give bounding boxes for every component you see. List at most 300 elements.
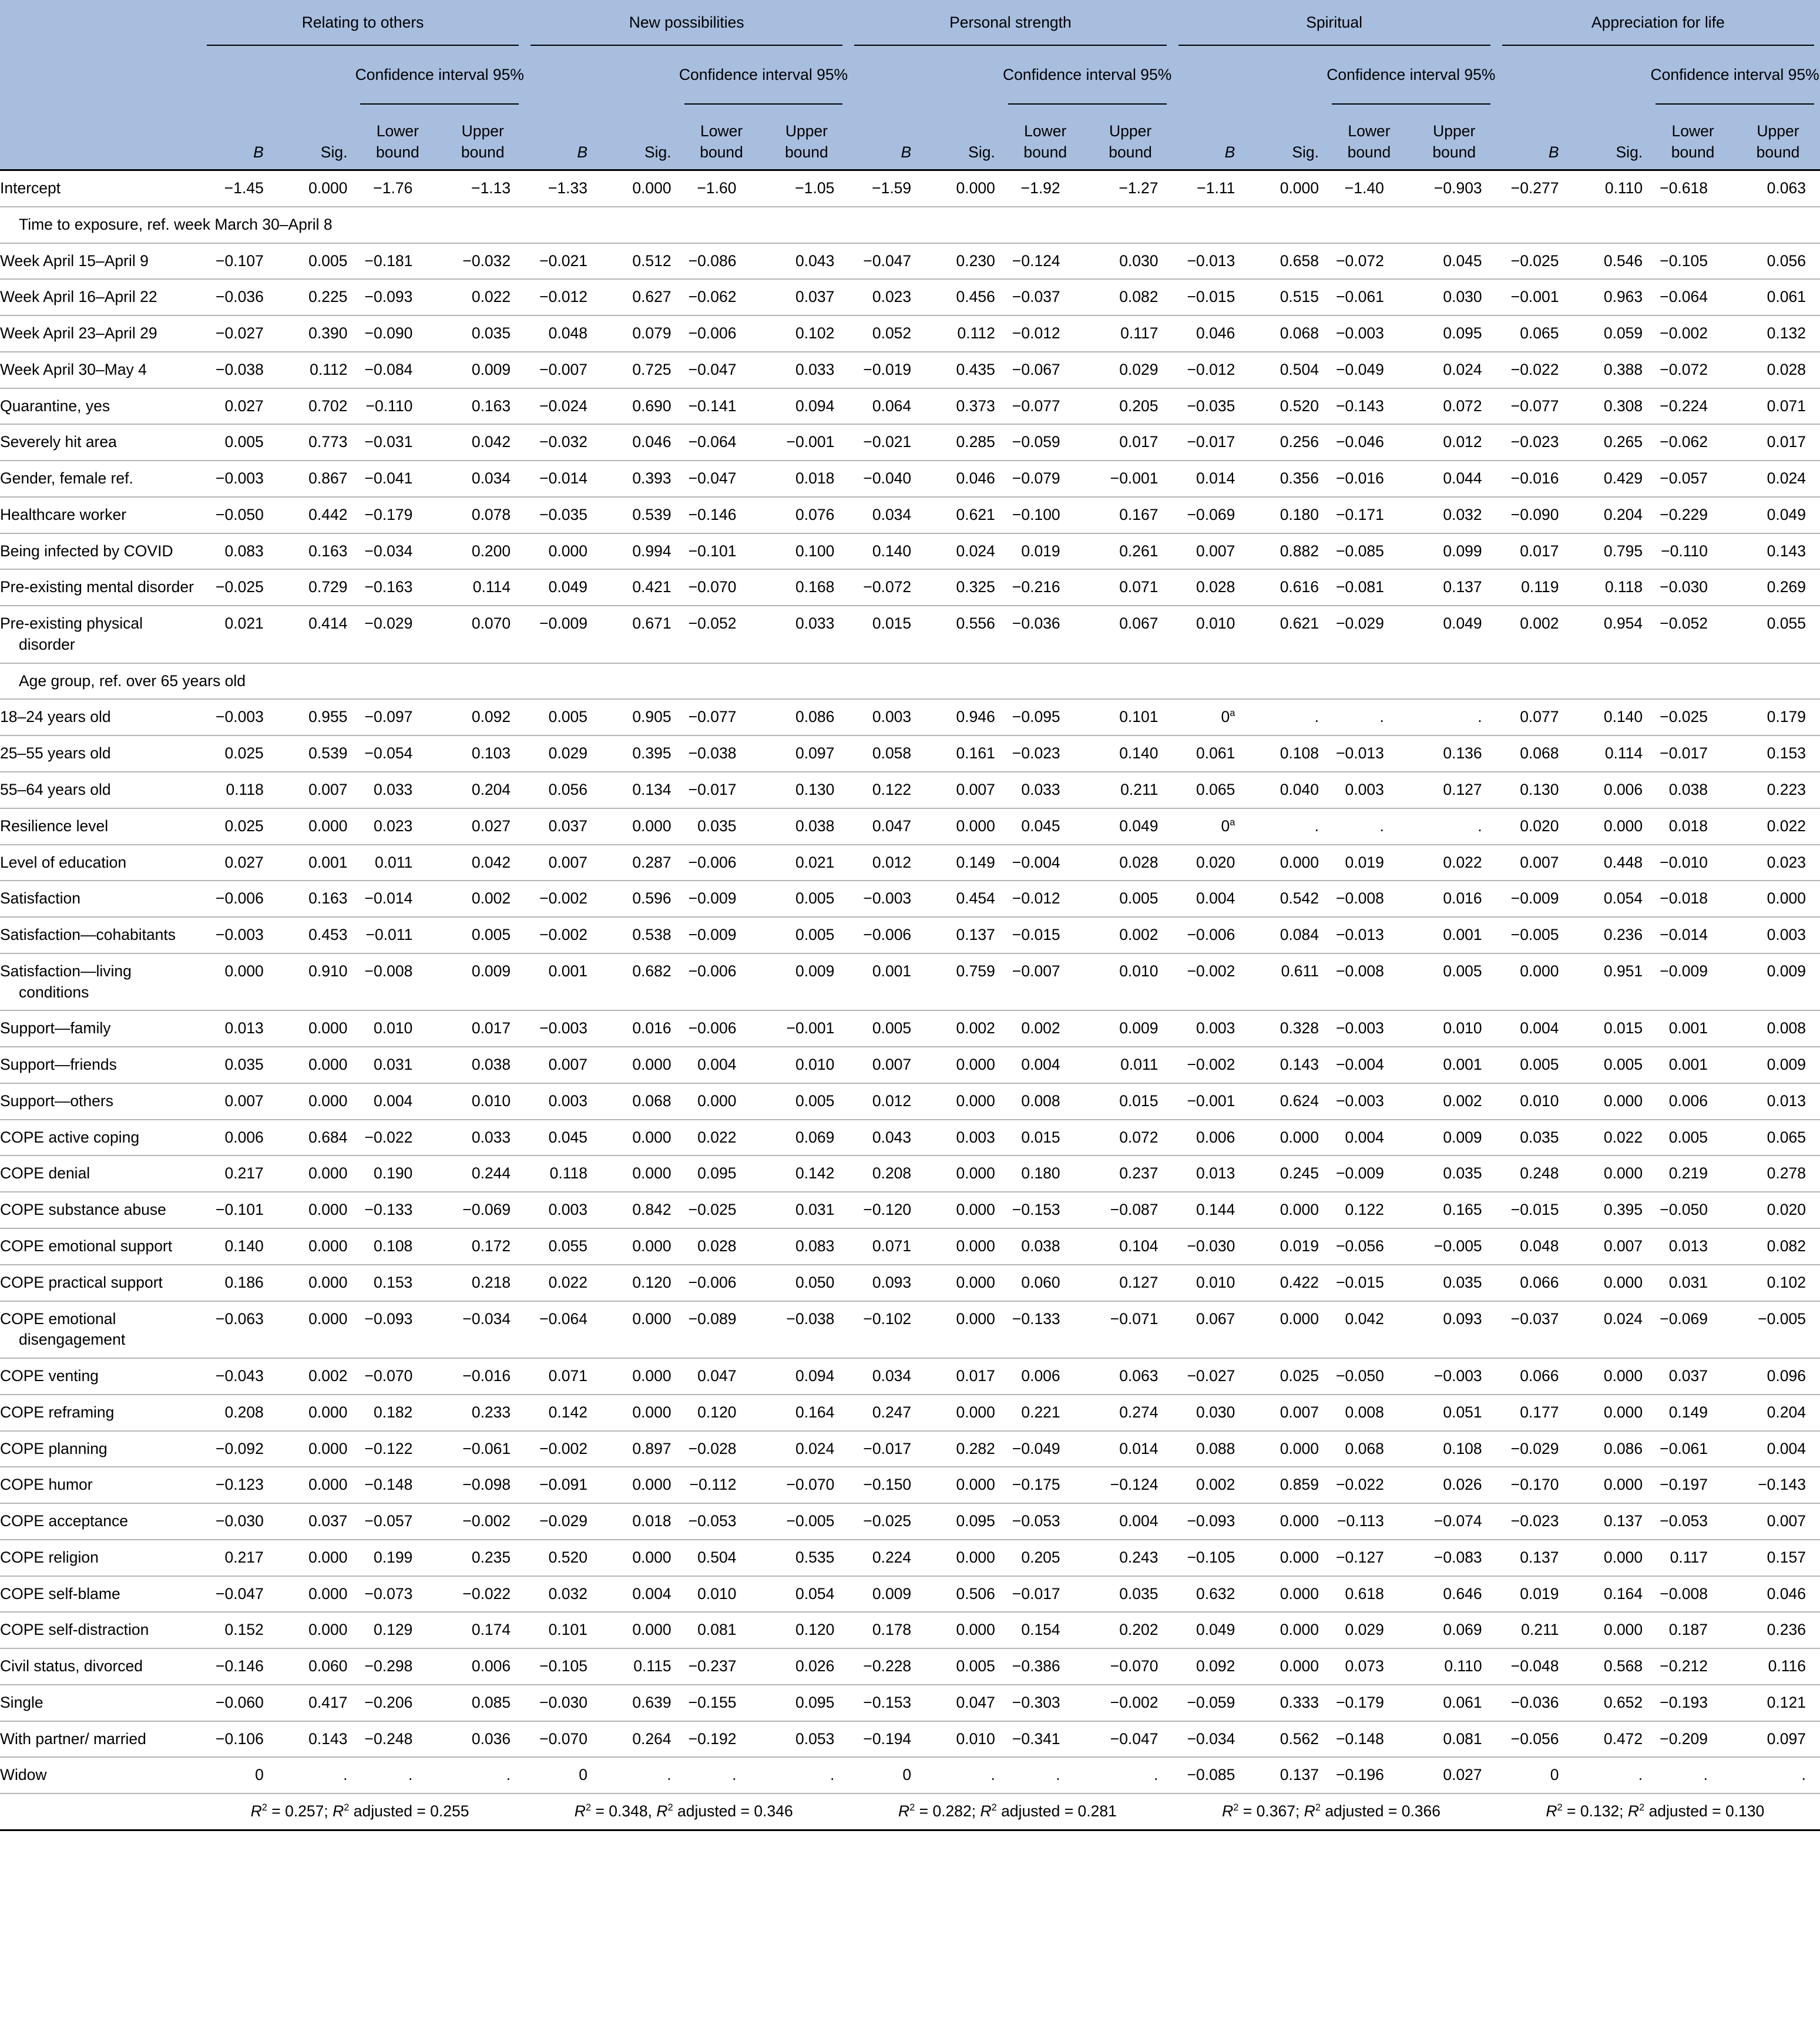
value-cell: −0.050 [1336,1367,1384,1385]
row-label-text: Level of education [0,853,127,871]
value-cell: −0.153 [1012,1201,1060,1219]
value-cell: 0.110 [1604,179,1643,197]
col-header-lower: Lower bound [1326,105,1412,170]
row-label [0,1757,201,1793]
value-cell: 0.017 [1767,433,1806,451]
value-cell: 0.052 [872,324,912,342]
value-cell: −0.052 [688,614,737,633]
value-cell: 0.088 [1196,1439,1235,1457]
row-label [0,1467,201,1503]
value-cell: 0.116 [1768,1657,1806,1675]
value-cell: −0.002 [539,1439,587,1457]
value-cell: 0.020 [1520,817,1559,835]
value-cell: 0.082 [1119,288,1159,306]
value-cell: 0.060 [308,1657,348,1675]
value-cell: 0.388 [1603,360,1643,378]
value-cell: 0.013 [1668,1237,1708,1255]
value-cell: −0.092 [216,1439,264,1457]
value-cell: −0.005 [1510,926,1559,944]
value-cell: 0.018 [632,1512,671,1530]
value-cell: −0.002 [1110,1693,1159,1711]
value-cell: 0.110 [1444,1657,1482,1675]
value-cell: 0.122 [872,781,912,799]
table-row [0,315,1820,352]
value-cell: −0.003 [216,926,264,944]
value-cell: 0.035 [471,324,511,342]
row-label [0,1155,201,1192]
value-cell: 0.038 [1021,1237,1060,1255]
r-symbol: R [333,1802,344,1820]
r-symbol: R [1304,1802,1315,1820]
value-cell: 0.037 [308,1512,348,1530]
row-label-text: Week April 15–April 9 [0,251,149,270]
value-cell: 0.083 [224,542,264,560]
value-cell: 0.033 [471,1128,511,1146]
value-cell: 0.061 [1443,1693,1482,1711]
value-cell: 0.033 [1021,781,1060,799]
value-cell: −0.070 [1110,1657,1159,1675]
value-cell: 0.882 [1280,542,1319,560]
value-cell: −0.012 [1187,360,1235,378]
value-cell: 0.000 [632,1309,671,1328]
row-label-text: Week April 16–April 22 [0,288,157,306]
column-header-row [0,105,1820,170]
value-cell: 0.028 [697,1237,737,1255]
value-cell: 0.007 [548,1056,587,1074]
value-cell: 0.027 [224,853,264,871]
value-cell: 0.287 [632,853,671,871]
value-cell: −0.133 [1012,1309,1060,1328]
value-cell: −0.030 [1187,1237,1235,1255]
value-cell: 0.179 [1767,708,1806,726]
value-cell: −0.070 [364,1367,413,1385]
row-label-text: COPE reframing [0,1403,115,1421]
value-cell: 0.032 [548,1584,587,1603]
value-cell: 0.000 [956,1309,995,1328]
value-cell: −0.023 [1510,1512,1559,1530]
value-cell: 0.024 [795,1439,835,1457]
value-cell: −0.053 [1660,1512,1708,1530]
value-cell: −0.002 [1187,962,1235,980]
row-label-text: Resilience level [0,817,109,835]
value-cell: 0.994 [632,542,671,560]
value-cell: 0.004 [1196,889,1235,908]
value-cell: 0.795 [1603,542,1643,560]
value-cell: −0.002 [1187,1056,1235,1074]
value-cell: 0.001 [1668,1019,1708,1037]
col-header-lower: Lower bound [1650,105,1736,170]
r-symbol: R [1546,1802,1557,1820]
value-cell: 0.049 [1196,1621,1235,1639]
value-cell: 0.002 [1443,1091,1482,1110]
value-cell: −0.034 [1187,1729,1235,1748]
value-cell: −0.004 [1012,853,1060,871]
value-cell: −0.036 [216,288,264,306]
value-cell: 0.120 [632,1273,671,1291]
ci-header: Confidence interval 95% [1002,46,1173,105]
row-label-text: Pre-existing mental disorder [0,578,194,596]
value-cell: 0.729 [308,578,348,596]
value-cell: 0.095 [795,1693,835,1711]
r-squared-cell: $R^2 = 0.132$; $R^2$ adjusted = 0.130 [1546,1802,1765,1820]
value-cell: 0.149 [956,853,995,871]
value-cell: −0.008 [1660,1584,1708,1603]
value-cell: −0.008 [1336,889,1384,908]
row-label-text: COPE denial [0,1164,90,1183]
value-cell: −0.031 [364,433,413,451]
value-cell: −0.006 [1187,926,1235,944]
value-cell: 0.003 [1767,926,1806,944]
row-label-text: Satisfaction—living conditions [0,962,132,1001]
value-cell: 0.225 [308,288,348,306]
row-label [0,1431,201,1467]
value-cell: 0.910 [308,962,348,980]
value-cell: 0.611 [1281,962,1319,980]
value-cell: . [667,1766,671,1784]
col-header-sig: Sig. [1583,105,1650,170]
value-cell: 0.004 [1767,1439,1806,1457]
row-label [0,735,201,772]
value-cell: 0.000 [1280,1657,1319,1675]
value-cell: 0.395 [1603,1201,1643,1219]
value-cell: 0.022 [1603,1128,1643,1146]
value-cell: 0.117 [1120,324,1159,342]
value-cell: −0.023 [1510,433,1559,451]
value-cell: 0.118 [1604,578,1643,596]
value-cell: 0.061 [1196,744,1235,762]
value-cell: −0.034 [462,1309,511,1328]
value-cell: −0.146 [216,1657,264,1675]
group-header: Relating to others [201,0,525,46]
value-cell: 0.842 [632,1201,671,1219]
value-cell: 0.682 [632,962,671,980]
value-cell: −0.003 [1433,1367,1482,1385]
value-cell: −0.017 [688,781,737,799]
col-header-b: B [525,105,611,170]
value-cell: −0.003 [1336,1091,1384,1110]
value-cell: 0.049 [1119,817,1159,835]
table-header [0,0,1820,170]
value-cell: 0.395 [632,744,671,762]
value-cell: 0.004 [1345,1128,1384,1146]
value-cell: 0.186 [224,1273,264,1291]
value-cell: 0.011 [374,853,413,871]
value-cell: −0.153 [863,1693,912,1711]
value-cell: 0.121 [1767,1693,1806,1711]
value-cell: 0.022 [1767,817,1806,835]
value-cell: 0.000 [1603,1403,1643,1421]
value-cell: −0.101 [216,1201,264,1219]
value-cell: 0.153 [1767,744,1806,762]
value-cell: 0.134 [632,781,671,799]
value-cell: 0.010 [1196,1273,1235,1291]
col-header-b: B [201,105,287,170]
value-cell: 0.282 [956,1439,995,1457]
value-cell: −0.064 [539,1309,587,1328]
value-cell: 0.055 [1767,614,1806,633]
row-label-text: Healthcare worker [0,505,127,523]
value-cell: 0.140 [1603,708,1643,726]
value-cell: 0.094 [795,1367,835,1385]
row-label [0,917,201,953]
col-header-sig: Sig. [611,105,679,170]
value-cell: −0.079 [1012,469,1060,488]
value-cell: 0.108 [1280,744,1319,762]
value-cell: −0.084 [364,360,413,378]
value-cell: −1.13 [471,179,511,197]
row-label-text: Week April 23–April 29 [0,324,157,342]
value-cell: −0.047 [216,1584,264,1603]
value-cell: 0.035 [1443,1164,1482,1183]
value-cell: 0.000 [956,1201,995,1219]
value-cell: −0.006 [688,853,737,871]
value-cell: 0.115 [633,1657,671,1675]
value-cell: 0.081 [1443,1729,1482,1748]
value-cell: −0.064 [1660,288,1708,306]
row-label-text: COPE active coping [0,1128,140,1146]
value-cell: 0.071 [1767,397,1806,415]
value-cell: 0.013 [1767,1091,1806,1110]
table-row [0,1265,1820,1301]
value-cell: 0.127 [1119,1273,1159,1291]
value-cell: . [990,1766,995,1784]
value-cell: 0.069 [795,1128,835,1146]
value-cell: 0.867 [308,469,348,488]
table-row [0,735,1820,772]
value-cell: 0.000 [308,1548,348,1566]
value-cell: −0.127 [1336,1548,1384,1566]
r-symbol: R [656,1802,668,1820]
value-cell: −0.025 [216,578,264,596]
value-cell: −0.027 [216,324,264,342]
row-label [0,953,201,1011]
value-cell: . [1801,1766,1806,1784]
table-row [0,1120,1820,1156]
value-cell: −0.014 [539,469,587,488]
ci-spacer [201,46,355,105]
row-label [0,1395,201,1431]
value-cell: . [1478,708,1482,726]
value-cell: −0.005 [786,1512,835,1530]
r-squared-cell: $R^2 = 0.282$; $R^2$ adjusted = 0.281 [898,1802,1117,1820]
value-cell: 0.278 [1767,1164,1806,1183]
value-cell: 0.037 [795,288,835,306]
value-cell: −0.069 [462,1201,511,1219]
superscript: 2 [1233,1802,1239,1813]
value-cell: 0.000 [956,1237,995,1255]
value-cell: 0 [1550,1766,1559,1784]
value-cell: −0.056 [1510,1729,1559,1748]
col-header-b: B [1173,105,1259,170]
value-cell: 0.018 [1668,817,1708,835]
value-cell: −0.175 [1012,1476,1060,1494]
value-cell: 0.028 [1196,578,1235,596]
col-header-upper: Upper bound [765,105,849,170]
value-cell: 0.217 [224,1164,264,1183]
value-cell: 0.070 [471,614,511,633]
value-cell: 0.000 [308,1476,348,1494]
value-cell: −0.022 [1336,1476,1384,1494]
value-cell: 0.001 [308,853,348,871]
value-cell: 0.101 [1119,708,1159,726]
value-cell: −1.11 [1197,179,1235,197]
value-cell: 0.108 [1443,1439,1482,1457]
value-cell: −0.077 [1012,397,1060,415]
section-row [0,663,1820,700]
value-cell: 0.063 [1119,1367,1159,1385]
value-cell: 0.373 [956,397,995,415]
value-cell: 0.001 [1443,926,1482,944]
value-cell: −0.001 [786,433,835,451]
value-cell: 0.003 [1196,1019,1235,1037]
col-header-lower: Lower bound [1002,105,1089,170]
table-row [0,1757,1820,1793]
value-cell: 0.245 [1280,1164,1319,1183]
value-cell: −0.098 [462,1476,511,1494]
value-cell: −0.029 [1510,1439,1559,1457]
value-cell: 0.004 [1021,1056,1060,1074]
value-cell: 0.047 [872,817,912,835]
value-cell: −0.061 [1336,288,1384,306]
value-cell: −0.006 [688,1273,737,1291]
value-cell: 0.621 [1280,614,1319,633]
value-cell: 0.071 [1119,578,1159,596]
corner-cell [0,0,201,46]
value-cell: 0.024 [1603,1309,1643,1328]
value-cell: 0.006 [1196,1128,1235,1146]
value-cell: 0.204 [1603,505,1643,523]
value-cell: 0.000 [308,1403,348,1421]
value-cell: 0.000 [956,1476,995,1494]
value-cell: 0.140 [1119,744,1159,762]
value-cell: 0.001 [1443,1056,1482,1074]
value-cell: 0.018 [795,469,835,488]
row-label-text: COPE practical support [0,1273,163,1291]
value-cell: 0.618 [1345,1584,1384,1603]
section-row [0,207,1820,243]
value-cell: −0.106 [216,1729,264,1748]
value-cell: 0.037 [548,817,587,835]
value-cell: 0.180 [1021,1164,1060,1183]
table-row [0,845,1820,881]
value-cell: 0.149 [1668,1403,1708,1421]
value-cell: −0.017 [863,1439,912,1457]
table-row [0,1010,1820,1047]
value-cell: −0.049 [1336,360,1384,378]
value-cell: 0.000 [632,1548,671,1566]
value-cell: −0.146 [688,505,737,523]
value-cell: 0.454 [956,889,995,908]
table-row [0,1685,1820,1721]
value-cell: −0.277 [1510,179,1559,197]
value-cell: 0.027 [224,397,264,415]
value-cell: 0.006 [471,1657,511,1675]
value-cell: 0.000 [308,1056,348,1074]
superscript: 2 [991,1802,997,1813]
value-cell: −0.038 [216,360,264,378]
value-cell: −0.030 [539,1693,587,1711]
row-label [0,606,201,663]
value-cell: 0.002 [956,1019,995,1037]
value-cell: 0.000 [632,1621,671,1639]
value-cell: −0.194 [863,1729,912,1748]
value-cell: 0.068 [1520,744,1559,762]
value-cell: −0.005 [1758,1309,1806,1328]
value-cell: −0.008 [364,962,413,980]
value-cell: −0.053 [688,1512,737,1530]
value-cell: 0.059 [1603,324,1643,342]
table-row [0,1358,1820,1395]
value-cell: 0.046 [1767,1584,1806,1603]
value-cell: 0.120 [795,1621,835,1639]
value-cell: 0.029 [1345,1621,1384,1639]
col-header-lower: Lower bound [679,105,765,170]
value-cell: . [1314,708,1319,726]
value-cell: 0.955 [308,708,348,726]
r-symbol: R [574,1802,586,1820]
value-cell: −0.014 [364,889,413,908]
table-row [0,1467,1820,1503]
row-label [0,533,201,570]
row-label [0,388,201,425]
value-cell: 0.000 [308,1584,348,1603]
value-cell: −0.206 [364,1693,413,1711]
value-cell: −0.006 [688,1019,737,1037]
table-row [0,1301,1820,1359]
value-cell: −0.037 [1012,288,1060,306]
value-cell: 0.328 [1280,1019,1319,1037]
value-cell: −0.050 [1660,1201,1708,1219]
value-cell: 0.142 [795,1164,835,1183]
value-cell: 0.007 [308,781,348,799]
value-cell: −0.029 [364,614,413,633]
value-cell: −0.105 [539,1657,587,1675]
value-cell: 0.030 [1443,288,1482,306]
value-cell: −0.012 [539,288,587,306]
value-cell: 0.356 [1280,469,1319,488]
value-cell: −0.030 [1660,578,1708,596]
row-label [0,1503,201,1540]
value-cell: 0.005 [224,433,264,451]
value-cell: 0.112 [957,324,995,342]
value-cell: 0.000 [1603,1367,1643,1385]
value-cell: 0.627 [632,288,671,306]
value-cell: −0.237 [688,1657,737,1675]
col-header-lower: Lower bound [354,105,441,170]
table-row [0,1721,1820,1758]
row-label [0,1576,201,1613]
row-label [0,772,201,808]
value-cell: −0.124 [1012,251,1060,270]
table-row [0,497,1820,533]
value-cell: −0.071 [1110,1309,1159,1328]
superscript: 2 [585,1802,592,1813]
value-cell: 0.542 [1280,889,1319,908]
value-cell: 0.725 [632,360,671,378]
value-cell: 0.060 [1021,1273,1060,1291]
value-cell: 0.030 [1196,1403,1235,1421]
ci-header: Confidence interval 95% [679,46,849,105]
value-cell: −0.229 [1660,505,1708,523]
value-cell: 0.108 [373,1237,413,1255]
value-cell: 0.172 [471,1237,511,1255]
value-cell: 0.129 [373,1621,413,1639]
value-cell: 0.030 [1119,251,1159,270]
value-cell: −0.074 [1433,1512,1482,1530]
value-cell: 0.005 [1520,1056,1559,1074]
value-cell: 0.054 [1603,889,1643,908]
value-cell: 0.023 [872,288,912,306]
